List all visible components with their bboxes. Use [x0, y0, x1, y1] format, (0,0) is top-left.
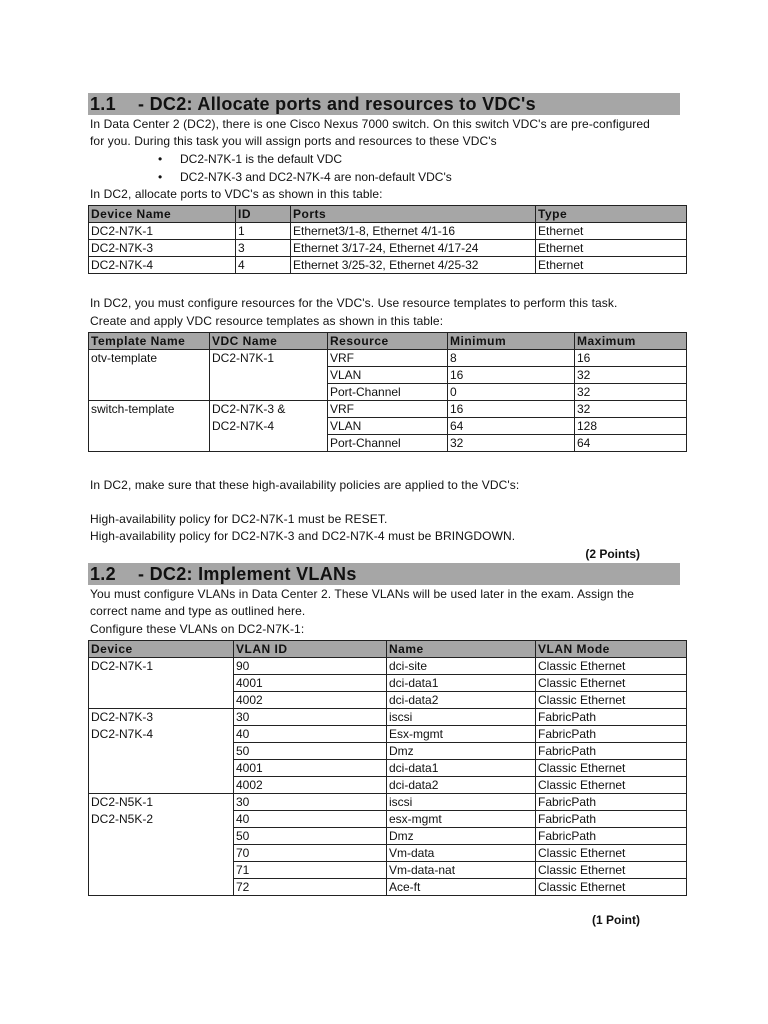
table-cell: 0 — [448, 384, 575, 401]
table-cell: Dmz — [387, 828, 536, 845]
ports-intro: In DC2, allocate ports to VDC's as shown in this table: — [90, 187, 383, 201]
table-cell: 50 — [234, 828, 387, 845]
table-cell: VRF — [328, 401, 448, 418]
table-header-row — [89, 206, 687, 223]
table-cell: 128 — [575, 418, 687, 435]
table-cell: 50 — [234, 743, 387, 760]
table-cell: 4 — [236, 257, 291, 274]
table-cell: Ethernet 3/17-24, Ethernet 4/17-24 — [291, 240, 536, 257]
table-cell: Dmz — [387, 743, 536, 760]
table-cell: Classic Ethernet — [536, 760, 687, 777]
vdc-name-cell: DC2-N7K-3 & DC2-N7K-4 — [210, 401, 328, 452]
table-cell: Classic Ethernet — [536, 658, 687, 675]
table-cell: FabricPath — [536, 828, 687, 845]
section-heading-1-2 — [88, 563, 680, 585]
column-header: Ports — [291, 206, 536, 223]
column-header: ID — [236, 206, 291, 223]
table-cell: DC2-N7K-3 — [89, 240, 236, 257]
table-cell: Classic Ethernet — [536, 675, 687, 692]
intro-line: You must configure VLANs in Data Center 2. These VLANs will be used later in the exam. Assign the — [90, 587, 634, 601]
table-header-row — [89, 641, 687, 658]
resource-intro: Create and apply VDC resource templates as shown in this table: — [90, 314, 444, 328]
column-header: VLAN Mode — [536, 641, 687, 658]
template-name-cell: switch-template — [89, 401, 210, 452]
table-cell: 4001 — [234, 675, 387, 692]
bullet-item: • DC2-N7K-3 and DC2-N7K-4 are non-default VDC's — [158, 169, 452, 187]
points-label: (1 Point) — [592, 913, 640, 927]
column-header: Minimum — [448, 333, 575, 350]
table-cell: 40 — [234, 811, 387, 828]
table-cell: Classic Ethernet — [536, 862, 687, 879]
table-cell: 16 — [448, 367, 575, 384]
column-header: Resource — [328, 333, 448, 350]
ha-intro: In DC2, make sure that these high-availability policies are applied to the VDC's: — [90, 478, 520, 492]
table-cell: 1 — [236, 223, 291, 240]
table-cell: Vm-data — [387, 845, 536, 862]
column-header: Type — [536, 206, 687, 223]
device-cell: DC2-N7K-3 DC2-N7K-4 — [89, 709, 234, 794]
table-header-row — [89, 333, 687, 350]
table-cell: 32 — [575, 401, 687, 418]
table-cell: FabricPath — [536, 811, 687, 828]
bullet-list — [158, 151, 452, 186]
column-header: Template Name — [89, 333, 210, 350]
vdc-name-cell: DC2-N7K-1 — [210, 350, 328, 401]
table-cell: 3 — [236, 240, 291, 257]
table-row — [89, 240, 687, 257]
table-cell: Classic Ethernet — [536, 692, 687, 709]
table-cell: 64 — [575, 435, 687, 452]
table-cell: 70 — [234, 845, 387, 862]
column-header: Device Name — [89, 206, 236, 223]
table-row — [89, 794, 687, 811]
device-cell: DC2-N7K-1 — [89, 658, 234, 709]
section-title: - DC2: Allocate ports and resources to VDC's — [138, 94, 536, 114]
table-cell: 32 — [448, 435, 575, 452]
intro-line: Configure these VLANs on DC2-N7K-1: — [90, 622, 305, 636]
table-cell: FabricPath — [536, 726, 687, 743]
table-cell: Port-Channel — [328, 384, 448, 401]
intro-line: for you. During this task you will assign ports and resources to these VDC's — [90, 134, 497, 148]
table-cell: FabricPath — [536, 794, 687, 811]
column-header: Name — [387, 641, 536, 658]
column-header: Device — [89, 641, 234, 658]
table-cell: Classic Ethernet — [536, 777, 687, 794]
table-cell: 4002 — [234, 692, 387, 709]
table-cell: Ace-ft — [387, 879, 536, 896]
table-cell: DC2-N7K-4 — [89, 257, 236, 274]
table-cell: Port-Channel — [328, 435, 448, 452]
table-cell: Esx-mgmt — [387, 726, 536, 743]
table-cell: Ethernet 3/25-32, Ethernet 4/25-32 — [291, 257, 536, 274]
table-cell: Ethernet3/1-8, Ethernet 4/1-16 — [291, 223, 536, 240]
section-number: 1.1 — [90, 94, 116, 114]
column-header: VDC Name — [210, 333, 328, 350]
intro-line: In Data Center 2 (DC2), there is one Cisco Nexus 7000 switch. On this switch VDC's are pre-configured — [90, 117, 650, 131]
resource-template-table — [88, 332, 687, 452]
table-row — [89, 223, 687, 240]
table-cell: FabricPath — [536, 709, 687, 726]
table-cell: 71 — [234, 862, 387, 879]
template-name-cell: otv-template — [89, 350, 210, 401]
table-cell: Classic Ethernet — [536, 879, 687, 896]
section-title: - DC2: Implement VLANs — [138, 564, 357, 584]
table-cell: 40 — [234, 726, 387, 743]
table-cell: VLAN — [328, 367, 448, 384]
table-cell: dci-site — [387, 658, 536, 675]
table-cell: dci-data1 — [387, 760, 536, 777]
bullet-item: • DC2-N7K-1 is the default VDC — [158, 151, 452, 169]
vlan-table — [88, 640, 687, 896]
table-cell: Ethernet — [536, 240, 687, 257]
table-cell: iscsi — [387, 794, 536, 811]
table-row — [89, 709, 687, 726]
points-label: (2 Points) — [585, 547, 640, 561]
table-cell: Classic Ethernet — [536, 845, 687, 862]
table-cell: VRF — [328, 350, 448, 367]
table-cell: Vm-data-nat — [387, 862, 536, 879]
table-cell: 72 — [234, 879, 387, 896]
column-header: Maximum — [575, 333, 687, 350]
column-header: VLAN ID — [234, 641, 387, 658]
table-cell: 30 — [234, 794, 387, 811]
table-row — [89, 401, 687, 418]
table-row — [89, 257, 687, 274]
table-cell: VLAN — [328, 418, 448, 435]
table-row — [89, 658, 687, 675]
ha-policy-line: High-availability policy for DC2-N7K-1 must be RESET. — [90, 512, 388, 526]
table-cell: 16 — [448, 401, 575, 418]
table-cell: 32 — [575, 384, 687, 401]
device-cell: DC2-N5K-1 DC2-N5K-2 — [89, 794, 234, 896]
table-cell: dci-data2 — [387, 692, 536, 709]
intro-line: correct name and type as outlined here. — [90, 604, 306, 618]
table-cell: Ethernet — [536, 257, 687, 274]
section-heading-1-1 — [88, 93, 680, 115]
table-cell: FabricPath — [536, 743, 687, 760]
table-cell: esx-mgmt — [387, 811, 536, 828]
resource-intro: In DC2, you must configure resources for the VDC's. Use resource templates to perform this task. — [90, 296, 618, 310]
table-cell: 16 — [575, 350, 687, 367]
table-cell: iscsi — [387, 709, 536, 726]
table-cell: 30 — [234, 709, 387, 726]
table-cell: 64 — [448, 418, 575, 435]
table-cell: DC2-N7K-1 — [89, 223, 236, 240]
table-cell: Ethernet — [536, 223, 687, 240]
table-cell: dci-data2 — [387, 777, 536, 794]
table-cell: 4002 — [234, 777, 387, 794]
table-cell: 8 — [448, 350, 575, 367]
table-row — [89, 350, 687, 367]
table-cell: 90 — [234, 658, 387, 675]
table-cell: 32 — [575, 367, 687, 384]
ha-policy-line: High-availability policy for DC2-N7K-3 and DC2-N7K-4 must be BRINGDOWN. — [90, 529, 516, 543]
section-number: 1.2 — [90, 564, 116, 584]
table-cell: 4001 — [234, 760, 387, 777]
table-cell: dci-data1 — [387, 675, 536, 692]
ports-table — [88, 205, 687, 274]
